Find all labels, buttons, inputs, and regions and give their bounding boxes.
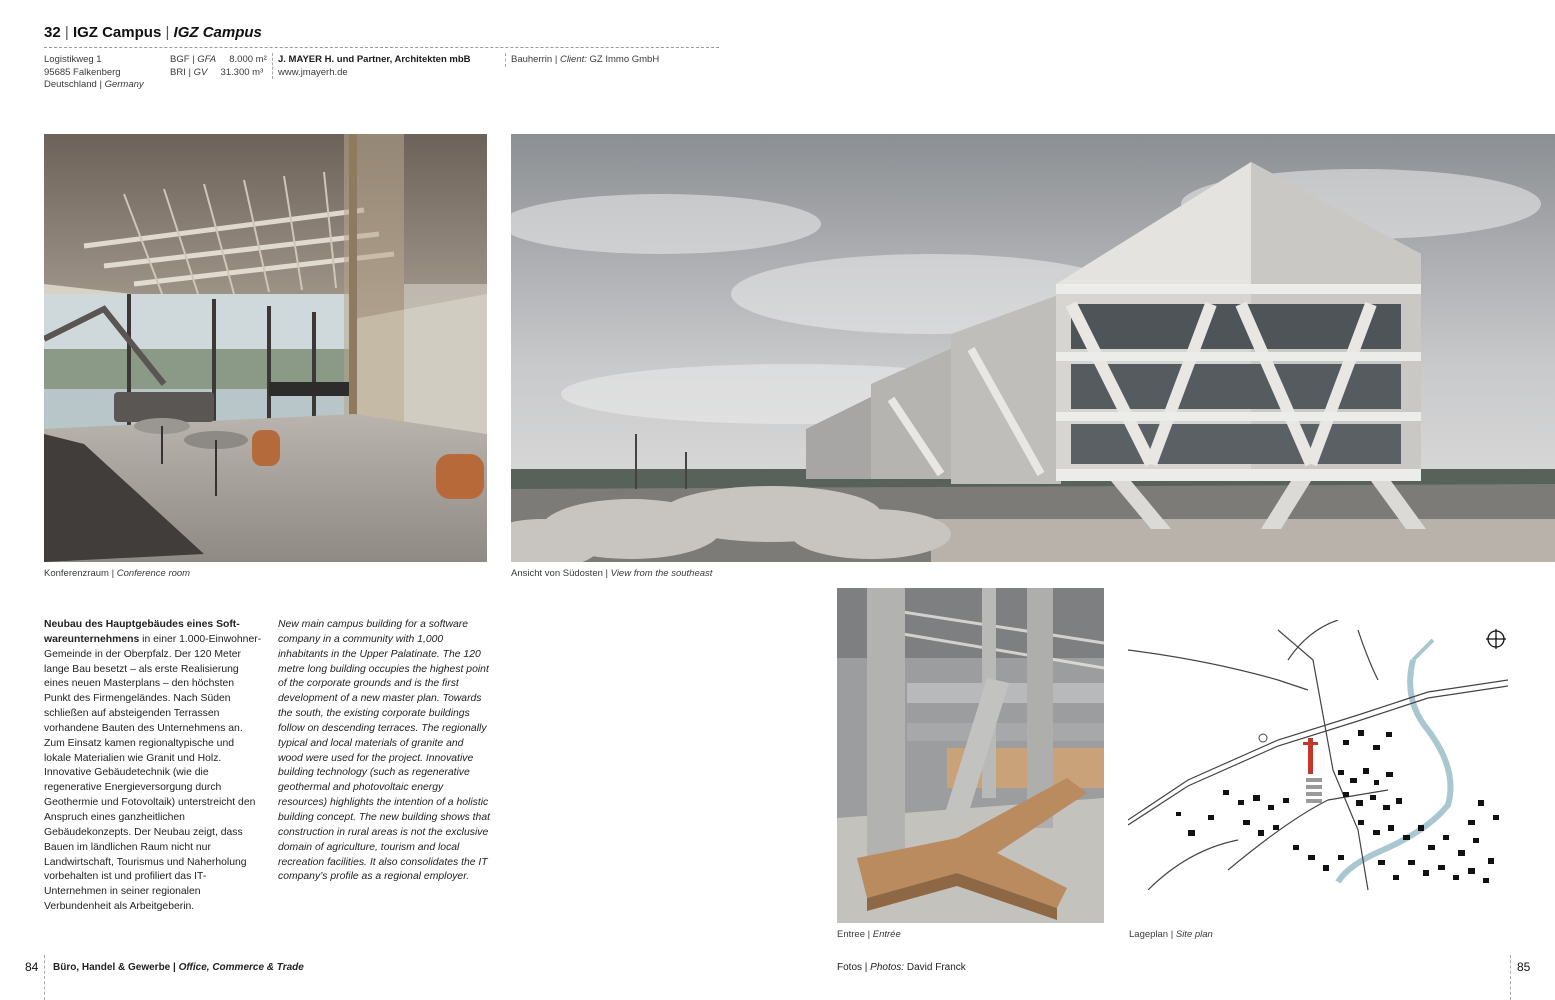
gross-floor-area: BGF | GFA 8.000 m² xyxy=(170,54,267,65)
client-name: GZ Immo GmbH xyxy=(589,54,660,65)
caption-view-southeast: Ansicht von Südosten | View from the southeast xyxy=(511,568,713,579)
conference-room-illustration xyxy=(44,134,487,562)
header-rule xyxy=(44,47,719,48)
page-number-right: 85 xyxy=(1517,960,1531,974)
footer-photo-credit: Fotos | Photos: David Franck xyxy=(837,962,966,973)
client-block: Bauherrin | Client: GZ Immo GmbH xyxy=(511,54,660,65)
project-title xyxy=(44,24,262,41)
address-block xyxy=(44,54,144,92)
address-country: Deutschland | Germany xyxy=(44,79,144,91)
meta-divider xyxy=(505,53,506,67)
entrance-illustration xyxy=(837,588,1104,923)
caption-entrance: Entree | Entrée xyxy=(837,929,901,940)
gross-floor-area-value: 8.000 m² xyxy=(229,54,267,65)
architect-website[interactable]: www.jmayerh.de xyxy=(278,66,348,78)
photo-view-southeast xyxy=(511,134,1555,562)
footer-divider-left xyxy=(44,955,45,1000)
architect-block xyxy=(278,54,471,79)
site-plan-illustration xyxy=(1128,620,1508,890)
title-separator: | xyxy=(165,24,170,41)
project-title-de: IGZ Campus xyxy=(72,24,162,41)
photo-entrance xyxy=(837,588,1104,923)
address-street: Logistikweg 1 xyxy=(44,54,102,65)
footer-section: Büro, Handel & Gewerbe | Office, Commerce & Trade xyxy=(53,962,304,973)
body-text-de-lead: Neubau des Hauptgebäudes eines Soft-wareunternehmens xyxy=(44,619,240,645)
project-title-en: IGZ Campus xyxy=(173,24,262,41)
address-city: 95685 Falkenberg xyxy=(44,66,121,78)
project-number: 32 xyxy=(44,24,61,41)
caption-conference-room: Konferenzraum | Conference room xyxy=(44,568,191,579)
title-separator: | xyxy=(64,24,69,41)
client-label-en: Client: xyxy=(559,54,587,65)
meta-divider xyxy=(272,53,273,79)
page-number-left: 84 xyxy=(25,960,39,974)
architect-name: J. MAYER H. und Partner, Architekten mbB xyxy=(278,54,471,65)
gross-volume-value: 31.300 m³ xyxy=(220,66,264,78)
body-text-de xyxy=(44,618,262,915)
exterior-view-illustration xyxy=(511,134,1555,562)
area-block xyxy=(170,54,267,79)
body-text-de-rest: in einer 1.000-Einwohner-Gemeinde in der Oberpfalz. Der 120 Meter lange Bau besetzt – als erste Realisierung eines neuen Masterplans – den höchsten Punkt des Firmengeländes. Nach Süden schließen auf absteigenden Terrassen vorhandene Bauten des Unternehmens an. Zum Einsatz kamen regionaltypische und lokale Materialien wie Granit und Holz. Innovative Gebäudetechnik (wie die regenerative Energieversorgung durch Geothermie und Fotovoltaik) unterstreicht den Anspruch eines ganzheitlichen Gebäudekonzepts. Der Neubau zeigt, dass Bauen im ländlichen Raum nicht nur Landwirtschaft, Tourismus und Naherholung vorbehalten ist und profiliert das IT-Unternehmen in seiner regionalen Verbundenheit als Arbeitgeberin. xyxy=(44,633,262,913)
gross-volume: BRI | GV 31.300 m³ xyxy=(170,66,264,78)
photo-conference-room xyxy=(44,134,487,562)
caption-site-plan: Lageplan | Site plan xyxy=(1129,929,1213,940)
client-label-de: Bauherrin xyxy=(511,54,553,65)
body-text-en: New main campus building for a software company in a community with 1,000 inhabitants in the Upper Palatinate. The 120 metre long building occupies the highest point of the corporate grounds and is the first development of a new master plan. Towards the south, the existing corporate buildings follow on descending terraces. The regionally typical and local materials of granite and wood were used for the project. Innovative building technology (such as regenerative geothermal and photovoltaic energy resources) highlights the intention of a holistic building concept. The new building shows that construction in rural areas is not the exclusive domain of agriculture, tourism and local recreation facilities. It also consolidates the IT company’s profile as a regional employer. xyxy=(278,619,490,883)
site-plan xyxy=(1128,620,1508,890)
footer-divider-right xyxy=(1510,955,1511,1000)
